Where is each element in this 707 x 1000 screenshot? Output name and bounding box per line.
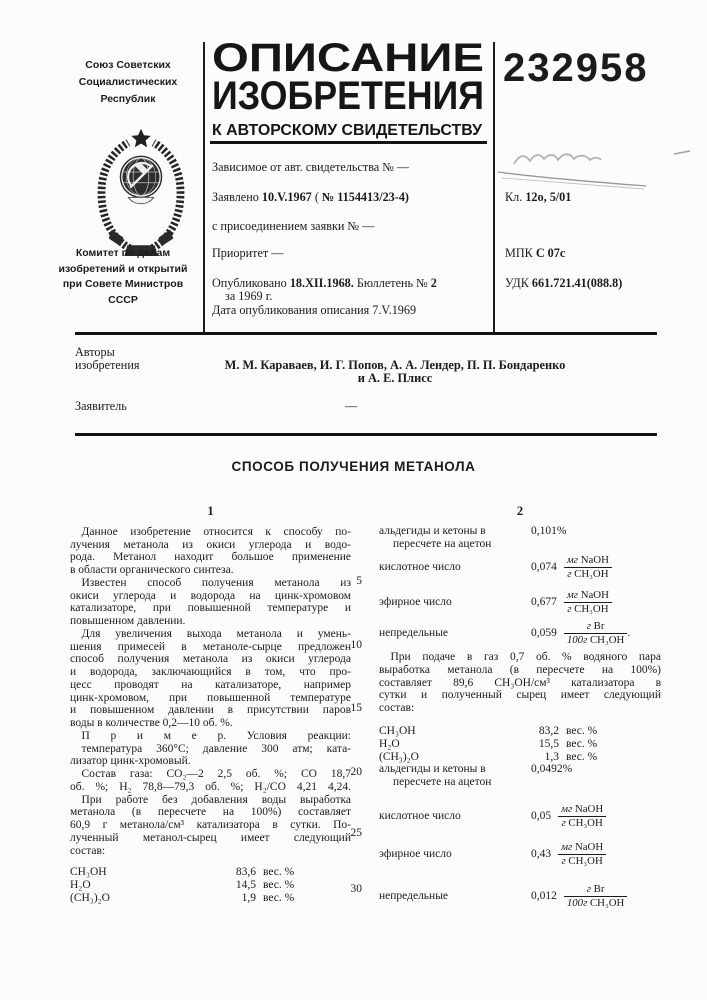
value: 15,5 <box>538 738 559 750</box>
authors-names-line2: и А. Е. Плисс <box>357 371 433 385</box>
svg-text:ИЗОБРЕТЕНИЯ: ИЗОБРЕТЕНИЯ <box>212 78 484 114</box>
fraction <box>564 589 612 615</box>
composition-table <box>379 725 661 764</box>
invention-title: СПОСОБ ПОЛУЧЕНИЯ МЕТАНОЛА <box>231 459 476 474</box>
line-number: 5 <box>356 575 362 587</box>
column-number: 1 <box>207 504 214 518</box>
chem-property-row <box>379 800 661 832</box>
property-value: 0,101% <box>531 525 567 537</box>
property-value: 0,43 <box>531 847 552 860</box>
composition-row <box>379 738 661 751</box>
composition-row <box>70 879 351 892</box>
formula: (CH₃)₂O <box>379 751 419 763</box>
body-column-1 <box>70 505 351 905</box>
fraction-denominator: г CH₃OH <box>561 855 603 867</box>
field-filing-date: Заявлено 10.V.1967 ( № 1154413/23-4) <box>212 190 409 204</box>
fraction-numerator: мг NaOH <box>564 554 612 568</box>
authors-label-1: Авторы <box>75 345 115 359</box>
union-line: Республик <box>100 93 156 105</box>
property-value: 0,05 <box>531 809 552 822</box>
fraction-numerator: мг NaOH <box>558 803 606 817</box>
property-label-cont: пересчете на ацетон <box>393 775 492 788</box>
doc-title-line1 <box>210 40 490 76</box>
property-label: альдегиды и кетоны в <box>379 525 486 537</box>
handwritten-note-scribble <box>494 138 699 196</box>
header-bottom-rule <box>75 332 657 335</box>
union-line: Союз Советских <box>85 59 171 71</box>
line-number: 15 <box>350 702 362 714</box>
fraction <box>558 803 606 829</box>
unit: вес. % <box>263 866 295 879</box>
unit: вес. % <box>263 879 295 892</box>
fraction-denominator: 100г CH₃OH <box>566 634 625 646</box>
formula: CH₃OH <box>70 866 107 879</box>
value: 83,2 <box>538 725 559 737</box>
authors-label-2: изобретения <box>75 358 140 372</box>
paragraph: При подаче в газ 0,7 об. % водяного пара выработка метанола (в пересчете на 100%) составляет 89,6 СН₃ОН/см³ катализатора в сутки и полученный сырец имеет следующий состав: <box>379 651 661 714</box>
composition-row <box>70 892 351 905</box>
committee-line: при Совете Министров <box>62 278 184 290</box>
property-label: альдегиды и кетоны в <box>379 763 486 775</box>
paragraph: Известен способ получения метанола из окиси углерода и водорода на цинк-хромовом катализаторе, при повышенной температуре и повышенном давлении. <box>70 576 351 627</box>
fraction <box>558 841 606 867</box>
formula: H₂O <box>379 738 400 750</box>
field-dependent-certificate: Зависимое от авт. свидетельства № — <box>212 160 410 174</box>
line-number: 25 <box>350 827 362 839</box>
fraction-numerator: мг NaOH <box>564 589 612 603</box>
svg-text:ОПИСАНИЕ: ОПИСАНИЕ <box>212 40 484 76</box>
line-number: 30 <box>350 883 362 895</box>
paragraph: Данное изобретение относится к способу по- лучения метанола из окиси углерода и водо- рода. Метанол находит большое применение в области органического синтеза. <box>70 525 351 576</box>
doc-subtitle <box>210 120 490 140</box>
chem-property-row <box>379 551 661 583</box>
field-class: Кл. 12о, 5/01 <box>505 190 572 204</box>
committee-line: Комитет по делам <box>75 247 171 259</box>
composition-table <box>70 866 351 905</box>
unit: вес. % <box>566 738 598 750</box>
field-published-year: за 1969 г. <box>225 289 273 303</box>
fraction-denominator: 100г CH₃OH <box>566 897 625 909</box>
chem-property-row <box>379 617 661 649</box>
property-label: эфирное число <box>379 847 452 860</box>
formula: (CH₃)₂O <box>70 892 110 905</box>
property-value: 0,677 <box>531 595 557 608</box>
chem-property-row <box>379 763 661 789</box>
field-udk: УДК 661.721.41(088.8) <box>505 276 623 290</box>
paragraph: Состав газа: СО₂—2 2,5 об. %; СО 18,7 об. %; Н₂ 78,8—79,3 об. %; Н₂/СО 4,21 4,24. <box>70 768 351 793</box>
line-number: 10 <box>350 639 362 651</box>
applicant-label: Заявитель <box>75 399 127 413</box>
doc-title-line2 <box>210 78 490 114</box>
composition-row <box>379 725 661 738</box>
property-label: непредельные <box>379 626 449 639</box>
line-number: 20 <box>350 766 362 778</box>
formula: H₂O <box>70 879 91 892</box>
chem-property-row <box>379 586 661 618</box>
paragraph: Для увеличения выхода метанола и умень- шения примесей в метаноле-сырце предложен способ получения метанола из окиси углерода и водорода, заключающийся в том, что про- цесс проводят на катализаторе, например цинк-хромовом, при повышенной температуре и повышенном давлении в присутствии паров воды в количестве 0,2—10 об. %. <box>70 627 351 729</box>
unit: вес. % <box>566 725 598 737</box>
fraction <box>564 620 627 646</box>
chem-property-row <box>379 880 661 912</box>
authors-bottom-rule <box>75 433 657 436</box>
property-label: кислотное число <box>379 560 461 573</box>
body-column-2 <box>379 504 661 909</box>
paragraph: При работе без добавления воды выработка метанола (в пересчете на 100%) составляет 60,9 г метанола/см³ катализатора в сутки. По- лученный метанол-сырец имеет следующий состав: <box>70 793 351 857</box>
field-priority: Приоритет — <box>212 246 284 260</box>
union-line: Социалистических <box>78 76 178 88</box>
union-name-block <box>53 57 203 108</box>
fraction <box>564 883 627 909</box>
column-number: 2 <box>516 504 524 518</box>
chem-property-row <box>379 838 661 870</box>
property-value: 0,074 <box>531 560 557 573</box>
fraction-numerator: г Br <box>564 883 627 897</box>
field-publication-date: Дата опубликования описания 7.V.1969 <box>212 303 417 317</box>
value: 83,6 <box>235 866 256 879</box>
composition-row <box>70 866 351 879</box>
applicant-value: — <box>345 399 358 413</box>
value: 14,5 <box>235 879 256 892</box>
fraction <box>564 554 612 580</box>
field-published: Опубликовано 18.XII.1968. Бюллетень № 2 <box>212 276 437 290</box>
property-label: непредельные <box>379 889 449 902</box>
paragraph: П р и м е р. Условия реакции: температура 360°С; давление 300 атм; ката- лизатор цинк-хромовый. <box>70 729 351 768</box>
unit: вес. % <box>263 892 295 905</box>
committee-block <box>43 246 203 308</box>
fraction-denominator: г CH₃OH <box>567 603 609 615</box>
field-joined-application: с присоединением заявки № — <box>212 219 375 233</box>
property-value: 0,0492% <box>531 763 573 775</box>
unit: вес. % <box>566 751 598 763</box>
fraction-numerator: г Br <box>564 620 627 634</box>
formula: CH₃OH <box>379 725 416 737</box>
vertical-divider-left <box>203 42 205 333</box>
property-value: 0,012 <box>531 889 557 902</box>
property-label-cont: пересчете на ацетон <box>393 537 492 550</box>
authors-names-line1: М. М. Караваев, И. Г. Попов, А. А. Лендер, П. П. Бондаренко <box>224 358 566 372</box>
property-label: кислотное число <box>379 809 461 822</box>
fraction-denominator: г CH₃OH <box>567 568 609 580</box>
chem-property-row <box>379 525 661 551</box>
property-value: 0,059 <box>531 626 557 639</box>
fraction-numerator: мг NaOH <box>558 841 606 855</box>
field-mpk: МПК С 07с <box>505 246 566 260</box>
subtitle-underline <box>210 141 487 144</box>
fraction-denominator: г CH₃OH <box>561 817 603 829</box>
value: 1,9 <box>241 892 256 905</box>
committee-line: СССР <box>108 293 138 306</box>
suffix: . <box>627 626 631 639</box>
value: 1,3 <box>544 751 559 763</box>
svg-text:К АВТОРСКОМУ СВИДЕТЕЛЬСТВУ: К АВТОРСКОМУ СВИДЕТЕЛЬСТВУ <box>212 122 483 139</box>
patent-number: 232958 <box>503 46 649 90</box>
ussr-coat-of-arms-icon <box>92 126 190 258</box>
committee-line: изобретений и открытий <box>58 262 188 275</box>
property-label: эфирное число <box>379 595 452 608</box>
